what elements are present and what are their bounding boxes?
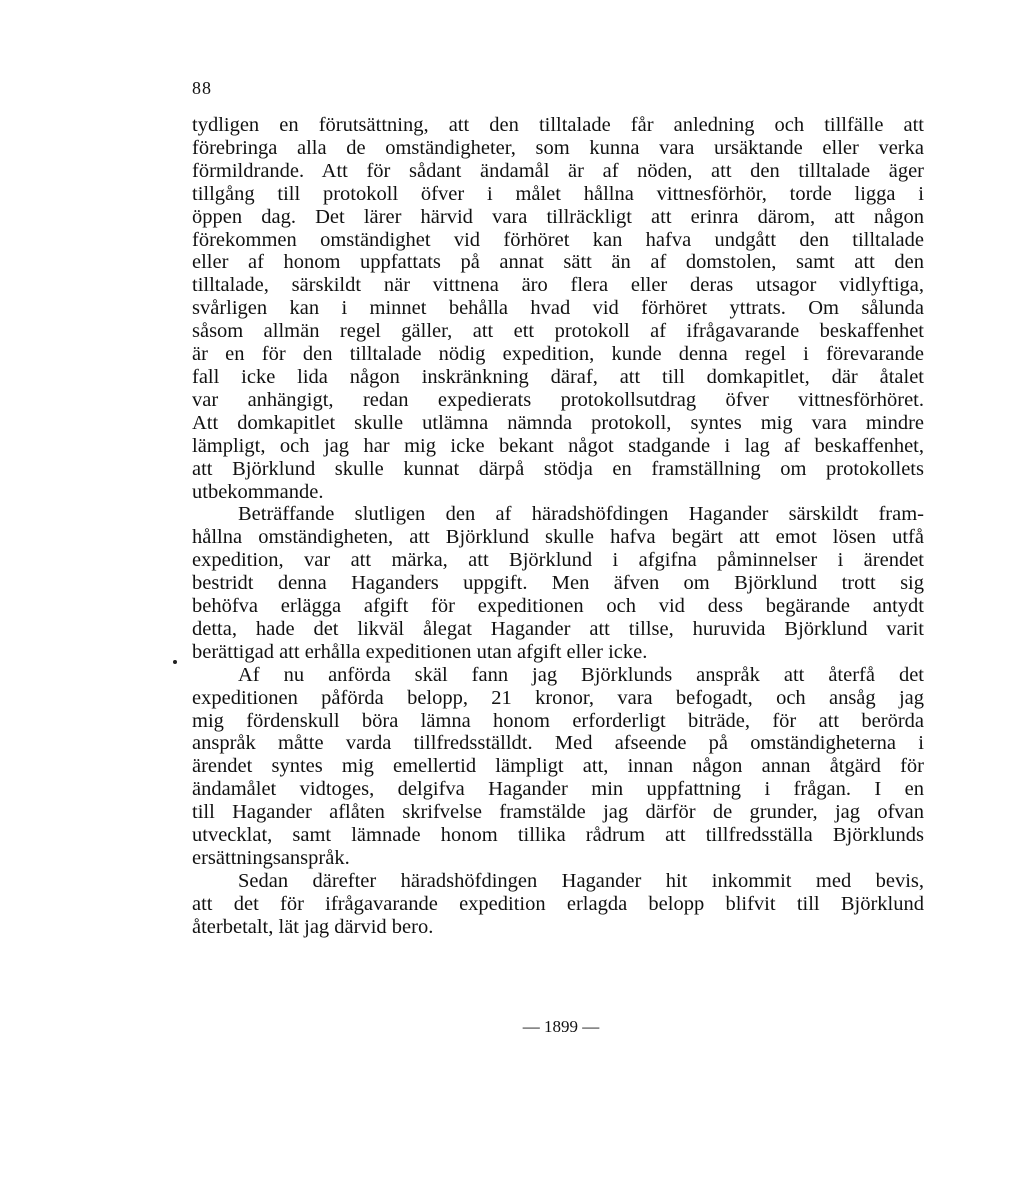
text-line: Att domkapitlet skulle utlämna nämnda protokoll, syntes mig vara mindre: [192, 411, 924, 434]
text-line: detta, hade det likväl ålegat Hagander att tillse, huruvida Björklund varit: [192, 617, 924, 640]
text-line: Sedan därefter häradshöfdingen Hagander hit inkommit med bevis,: [238, 869, 924, 892]
text-line: bestridt denna Haganders uppgift. Men äfven om Björklund trott sig: [192, 572, 924, 595]
text-line: expedition, var att märka, att Björklund i afgifna påminnelser i ärendet: [192, 549, 924, 572]
text-line: till Hagander aflåten skrifvelse framstälde jag därför de grunder, jag ofvan: [192, 801, 924, 824]
text-line: utbekommande.: [192, 480, 324, 503]
text-line: expeditionen påförda belopp, 21 kronor, vara befogadt, och ansåg jag: [192, 686, 924, 709]
text-line: att det för ifrågavarande expedition erlagda belopp blifvit till Björklund: [192, 892, 924, 915]
paragraph: [192, 503, 924, 663]
text-line: hållna omständigheten, att Björklund skulle hafva begärt att emot lösen utfå: [192, 526, 924, 549]
text-line: lämpligt, och jag har mig icke bekant något stadgande i lag af beskaffenhet,: [192, 434, 924, 457]
paragraph: [192, 664, 924, 870]
text-line: var anhängigt, redan expedierats protokollsutdrag öfver vittnesförhöret.: [192, 388, 924, 411]
text-line: behöfva erlägga afgift för expeditionen och vid dess begärande antydt: [192, 595, 924, 618]
ink-speck: [173, 660, 177, 664]
text-line: berättigad att erhålla expeditionen utan afgift eller icke.: [192, 640, 648, 663]
text-line: eller af honom uppfattats på annat sätt än af domstolen, samt att den: [192, 251, 924, 274]
text-line: tilltalade, särskildt när vittnena äro flera eller deras utsagor vidlyftiga,: [192, 274, 924, 297]
text-line: ersättningsanspråk.: [192, 847, 350, 869]
text-line: är en för den tilltalade nödig expedition, kunde denna regel i förevarande: [192, 343, 924, 366]
text-line: Af nu anförda skäl fann jag Björklunds anspråk att återfå det: [238, 663, 924, 686]
text-line: mig fördenskull böra lämna honom erforderligt biträde, för att berörda: [192, 709, 924, 732]
text-line: ändamålet vidtoges, delgifva Hagander min uppfattning i frågan. I en: [192, 778, 924, 801]
footer-year: — 1899 —: [522, 1017, 600, 1036]
text-line: ärendet syntes mig emellertid lämpligt att, innan någon annan åtgärd för: [192, 755, 924, 778]
text-line: förebringa alla de omständigheter, som kunna vara ursäktande eller verka: [192, 136, 924, 159]
text-line: tydligen en förutsättning, att den tilltalade får anledning och tillfälle att: [192, 114, 924, 136]
page-number: 88: [192, 78, 212, 98]
paragraph: [192, 114, 924, 503]
text-line: att Björklund skulle kunnat därpå stödja en framställning om protokollets: [192, 457, 924, 480]
text-line: anspråk måtte varda tillfredsställdt. Med afseende på omständigheterna i: [192, 732, 924, 755]
page-footer: [0, 1017, 1024, 1037]
text-line: öppen dag. Det lärer härvid vara tillräckligt att erinra därom, att någon: [192, 205, 924, 228]
text-line: fall icke lida någon inskränkning däraf, att till domkapitlet, där åtalet: [192, 365, 924, 388]
text-line: förmildrande. Att för sådant ändamål är af nöden, att den tilltalade äger: [192, 159, 924, 182]
text-line: tillgång till protokoll öfver i målet hållna vittnesförhör, torde ligga i: [192, 182, 924, 205]
text-line: utvecklat, samt lämnade honom tillika rådrum att tillfredsställa Björklunds: [192, 824, 924, 847]
text-line: svårligen kan i minnet behålla hvad vid förhöret yttrats. Om sålunda: [192, 297, 924, 320]
paragraph: [192, 870, 924, 939]
text-line: såsom allmän regel gäller, att ett protokoll af ifrågavarande beskaffenhet: [192, 320, 924, 343]
text-line: återbetalt, lät jag därvid bero.: [192, 915, 434, 938]
text-line: Beträffande slutligen den af häradshöfdingen Hagander särskildt fram-: [238, 503, 924, 526]
document-body: [192, 114, 924, 939]
text-line: förekommen omständighet vid förhöret kan hafva undgått den tilltalade: [192, 228, 924, 251]
